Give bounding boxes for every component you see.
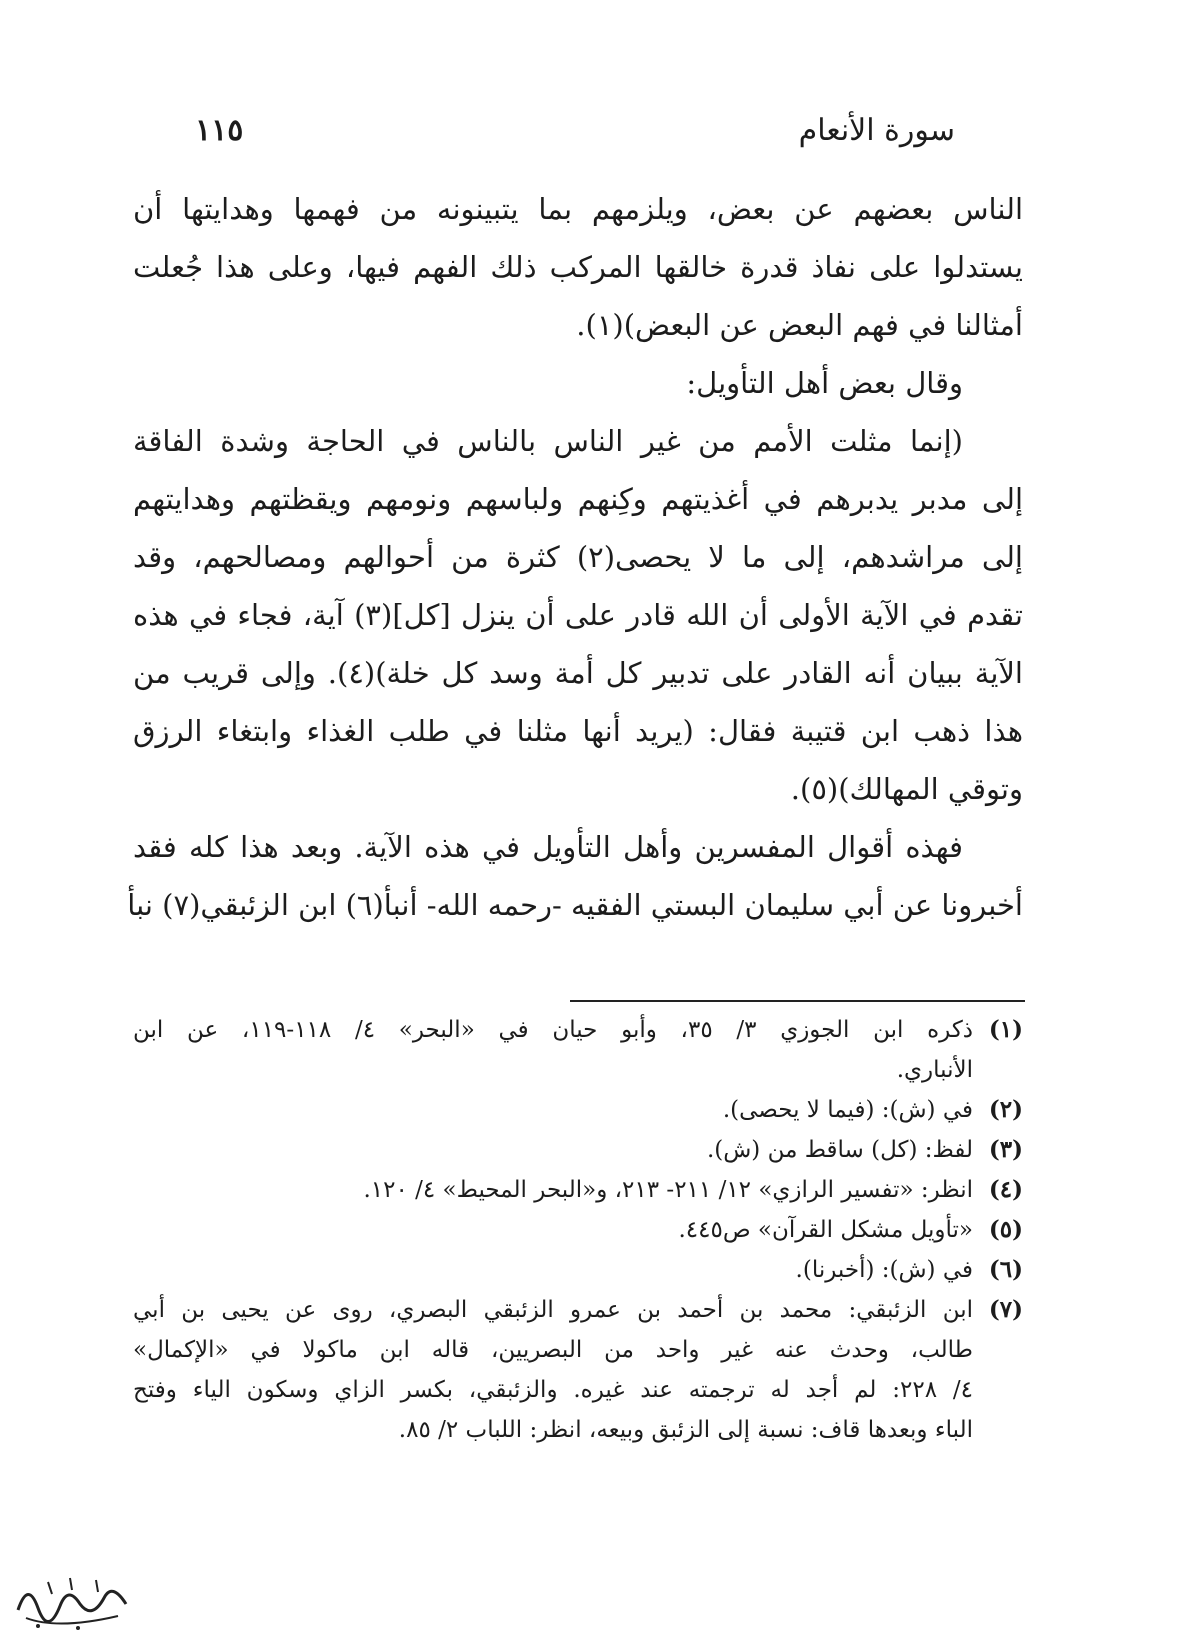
footnote-line: «تأويل مشكل القرآن» ص٤٤٥. — [678, 1217, 973, 1243]
text-line: الناس بعضهم عن بعض، ويلزمهم بما يتبينونه من فهمها وهدايتها أن — [133, 192, 1023, 226]
footnote — [133, 1210, 1023, 1250]
text-line: إلى مدبر يدبرهم في أغذيتهم وكِنهم ولباسهم ونومهم ويقظتهم وهدايتهم — [133, 482, 1023, 516]
footnote-line: ٤/ ٢٢٨: لم أجد له ترجمته عند غيره. والزئبقي، بكسر الزاي وسكون الياء وفتح — [133, 1377, 973, 1403]
footnote — [133, 1130, 1023, 1170]
footnote-number: (٢) — [988, 1096, 1023, 1123]
page-header — [195, 105, 955, 155]
text-line: وتوقي المهالك)(٥). — [790, 772, 1023, 806]
footnote-number: (٣) — [988, 1136, 1023, 1163]
text-line: إلى مراشدهم، إلى ما لا يحصى(٢) كثرة من أحوالهم ومصالحهم، وقد — [133, 540, 1023, 574]
footnote-line: انظر: «تفسير الرازي» ١٢/ ٢١١- ٢١٣، و«البحر المحيط» ٤/ ١٢٠. — [363, 1177, 973, 1203]
footnote-number: (١) — [988, 1016, 1023, 1043]
text-line: فهذه أقوال المفسرين وأهل التأويل في هذه الآية. وبعد هذا كله فقد — [133, 830, 963, 864]
footnote-line: الباء وبعدها قاف: نسبة إلى الزئبق وبيعه، انظر: اللباب ٢/ ٨٥. — [398, 1417, 973, 1443]
text-line: أمثالنا في فهم البعض عن البعض)(١). — [576, 308, 1023, 342]
text-line: الآية ببيان أنه القادر على تدبير كل أمة وسد كل خلة)(٤). وإلى قريب من — [133, 656, 1023, 690]
footnote-line: في (ش): (فيما لا يحصى). — [722, 1097, 973, 1123]
footnote — [133, 1010, 1023, 1090]
page-number: ١١٥ — [195, 112, 244, 148]
footnotes — [133, 1010, 1023, 1450]
footnote — [133, 1170, 1023, 1210]
text-line: يستدلوا على نفاذ قدرة خالقها المركب ذلك الفهم فيها، وعلى هذا جُعلت — [133, 250, 1023, 284]
footnote-line: ذكره ابن الجوزي ٣/ ٣٥، وأبو حيان في «البحر» ٤/ ١١٨-١١٩، عن ابن — [133, 1017, 974, 1043]
footnote-line: الأنباري. — [896, 1057, 973, 1083]
text-line: هذا ذهب ابن قتيبة فقال: (يريد أنها مثلنا في طلب الغذاء وابتغاء الرزق — [133, 714, 1023, 748]
footnote — [133, 1090, 1023, 1130]
footnote-number: (٤) — [988, 1176, 1023, 1203]
text-line: تقدم في الآية الأولى أن الله قادر على أن ينزل [كل](٣) آية، فجاء في هذه — [133, 598, 1023, 632]
footnote-line: طالب، وحدث عنه غير واحد من البصريين، قاله ابن ماكولا في «الإكمال» — [133, 1337, 973, 1363]
footnote-line: في (ش): (أخبرنا). — [795, 1257, 973, 1283]
text-line: (إنما مثلت الأمم من غير الناس بالناس في الحاجة وشدة الفاقة — [133, 424, 963, 458]
footnote-separator — [570, 1000, 1025, 1002]
text-line: أخبرونا عن أبي سليمان البستي الفقيه -رحمه الله- أنبأ(٦) ابن الزئبقي(٧) نبأ — [127, 888, 1023, 922]
footnote-line: ابن الزئبقي: محمد بن أحمد بن عمرو الزئبقي البصري، روى عن يحيى بن أبي — [133, 1297, 973, 1323]
surah-title: سورة الأنعام — [798, 112, 955, 148]
footnote-number: (٦) — [988, 1256, 1023, 1283]
main-text — [127, 180, 1023, 934]
footnote-number: (٧) — [988, 1296, 1023, 1323]
calligraphy-logo — [8, 1560, 138, 1640]
text-line: وقال بعض أهل التأويل: — [686, 366, 963, 400]
footnote — [133, 1250, 1023, 1290]
footnote-number: (٥) — [988, 1216, 1023, 1243]
footnote-line: لفظ: (كل) ساقط من (ش). — [706, 1137, 973, 1163]
footnote — [133, 1290, 1023, 1450]
